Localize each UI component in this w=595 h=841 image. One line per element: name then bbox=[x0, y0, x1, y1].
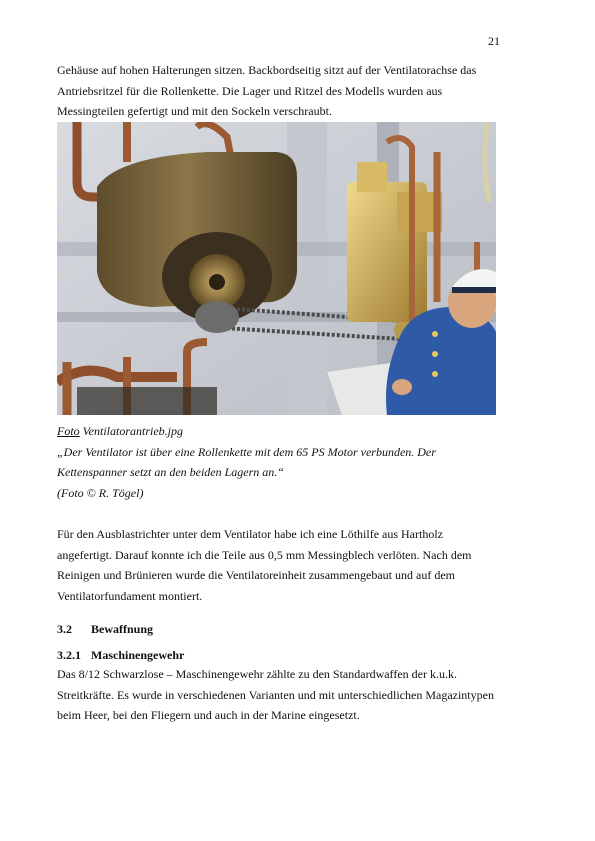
text-line: Für den Ausblastrichter unter dem Ventilator habe ich eine Löthilfe aus Hartholz bbox=[57, 527, 443, 541]
ventilator-drive-photo bbox=[57, 122, 496, 415]
photo-link[interactable]: Foto bbox=[57, 424, 80, 438]
subsection-heading bbox=[57, 648, 184, 663]
text-line: Gehäuse auf hohen Halterungen sitzen. Backbordseitig sitzt auf der Ventilatorachse das bbox=[57, 63, 477, 77]
section-title: Bewaffnung bbox=[91, 622, 154, 636]
subsection-title: Maschinengewehr bbox=[91, 648, 185, 662]
body-paragraph bbox=[57, 524, 502, 606]
photo-filename: Ventilatorantrieb.jpg bbox=[79, 424, 184, 438]
text-line: Reinigen und Brünieren wurde die Ventilatoreinheit zusammengebaut und auf dem bbox=[57, 568, 455, 582]
intro-paragraph bbox=[57, 60, 502, 122]
subsection-paragraph bbox=[57, 664, 502, 726]
photo-caption bbox=[57, 421, 502, 503]
text-line: Das 8/12 Schwarzlose – Maschinengewehr zählte zu den Standardwaffen der k.u.k. bbox=[57, 667, 457, 681]
section-heading bbox=[57, 622, 153, 637]
caption-credit: (Foto © R. Tögel) bbox=[57, 485, 144, 500]
section-number: 3.2 bbox=[57, 622, 72, 636]
page-number: 21 bbox=[488, 34, 500, 48]
text-line: Messingteilen gefertigt und mit den Sockeln verschraubt. bbox=[57, 104, 332, 118]
text-line: angefertigt. Darauf konnte ich die Teile aus 0,5 mm Messingblech verlöten. Nach dem bbox=[57, 547, 472, 562]
caption-line: „Der Ventilator ist über eine Rollenkette mit dem 65 PS Motor verbunden. Der bbox=[57, 444, 436, 459]
caption-title-line bbox=[57, 421, 502, 442]
text-line: Streitkräfte. Es wurde in verschiedenen Varianten und mit unterschiedlichen Magazintypen bbox=[57, 687, 494, 702]
text-line: Ventilatorfundament montiert. bbox=[57, 588, 203, 603]
text-line: beim Heer, bei den Fliegern und auch in der Marine eingesetzt. bbox=[57, 708, 360, 722]
subsection-number: 3.2.1 bbox=[57, 648, 81, 662]
caption-line: Kettenspanner setzt an den beiden Lagern an.“ bbox=[57, 465, 284, 479]
text-line: Antriebsritzel für die Rollenkette. Die Lager und Ritzel des Modells wurden aus bbox=[57, 83, 443, 98]
